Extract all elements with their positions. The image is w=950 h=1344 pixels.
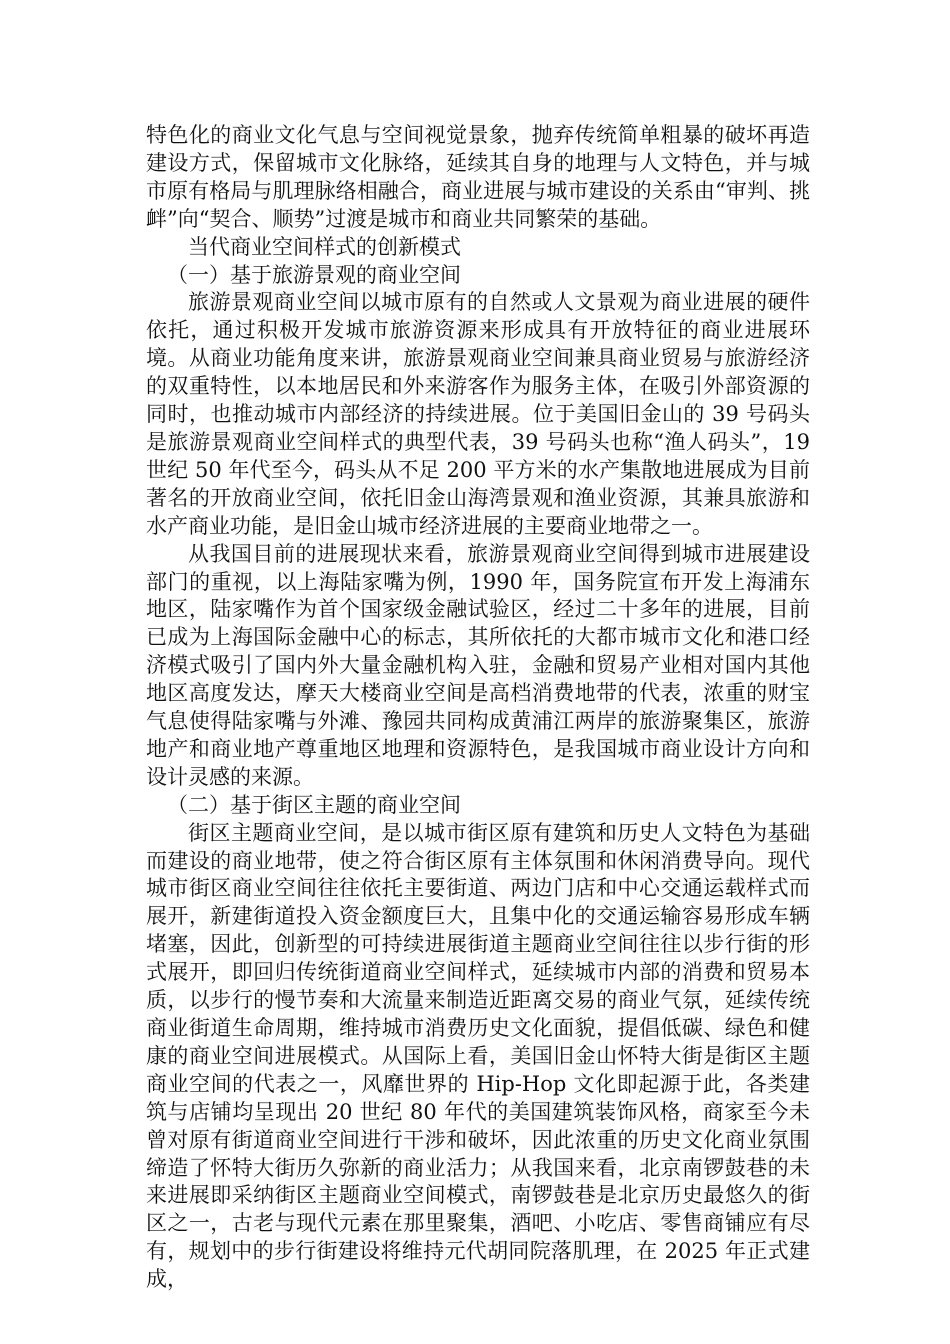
document-body bbox=[146, 122, 810, 1294]
subsection-1-paragraph-1: 旅游景观商业空间以城市原有的自然或人文景观为商业进展的硬件依托，通过积极开发城市旅游资源来形成具有开放特征的商业进展环境。从商业功能角度来讲，旅游景观商业空间兼具商业贸易与旅游经济的双重特性，以本地居民和外来游客作为服务主体，在吸引外部资源的同时，也推动城市内部经济的持续进展。位于美国旧金山的 39 号码头是旅游景观商业空间样式的典型代表，39 号码头也称“渔人码头”，19 世纪 50 年代至今，码头从不足 200 平方米的水产集散地进展成为目前著名的开放商业空间，依托旧金山海湾景观和渔业资源，其兼具旅游和水产商业功能，是旧金山城市经济进展的主要商业地带之一。 bbox=[146, 290, 810, 538]
subsection-2-paragraph-1: 街区主题商业空间，是以城市街区原有建筑和历史人文特色为基础而建设的商业地带，使之符合街区原有主体氛围和休闲消费导向。现代城市街区商业空间往往依托主要街道、两边门店和中心交通运载样式而展开，新建街道投入资金额度巨大，且集中化的交通运输容易形成车辆堵塞，因此，创新型的可持续进展街道主题商业空间往往以步行街的形式展开，即回归传统街道商业空间样式，延续城市内部的消费和贸易本质，以步行的慢节奏和大流量来制造近距离交易的商业气氛，延续传统商业街道生命周期，维持城市消费历史文化面貌，提倡低碳、绿色和健康的商业空间进展模式。从国际上看，美国旧金山怀特大街是街区主题商业空间的代表之一，风靡世界的 Hip-Hop 文化即起源于此，各类建筑与店铺均呈现出 20 世纪 80 年代的美国建筑装饰风格，商家至今未曾对原有街道商业空间进行干涉和破坏，因此浓重的历史文化商业氛围缔造了怀特大街历久弥新的商业活力；从我国来看，北京南锣鼓巷的未来进展即采纳街区主题商业空间模式，南锣鼓巷是北京历史最悠久的街区之一，古老与现代元素在那里聚集，酒吧、小吃店、零售商铺应有尽有，规划中的步行街建设将维持元代胡同院落肌理，在 2025 年正式建成， bbox=[146, 820, 810, 1292]
subsection-2-heading: （二）基于街区主题的商业空间 bbox=[167, 792, 461, 817]
section-heading: 当代商业空间样式的创新模式 bbox=[188, 234, 461, 259]
subsection-1-heading: （一）基于旅游景观的商业空间 bbox=[167, 262, 461, 287]
intro-continuation-paragraph: 特色化的商业文化气息与空间视觉景象，抛弃传统简单粗暴的破坏再造建设方式，保留城市文化脉络，延续其自身的地理与人文特色，并与城市原有格局与肌理脉络相融合，商业进展与城市建设的关系由“审判、挑衅”向“契合、顺势”过渡是城市和商业共同繁荣的基础。 bbox=[146, 123, 810, 231]
subsection-1-paragraph-2: 从我国目前的进展现状来看，旅游景观商业空间得到城市进展建设部门的重视，以上海陆家嘴为例，1990 年，国务院宣布开发上海浦东地区，陆家嘴作为首个国家级金融试验区，经过二十多年的进展，目前已成为上海国际金融中心的标志，其所依托的大都市城市文化和港口经济模式吸引了国内外大量金融机构入驻，金融和贸易产业相对国内其他地区高度发达，摩天大楼商业空间是高档消费地带的代表，浓重的财宝气息使得陆家嘴与外滩、豫园共同构成黄浦江两岸的旅游聚集区，旅游地产和商业地产尊重地区地理和资源特色，是我国城市商业设计方向和设计灵感的来源。 bbox=[146, 541, 810, 789]
